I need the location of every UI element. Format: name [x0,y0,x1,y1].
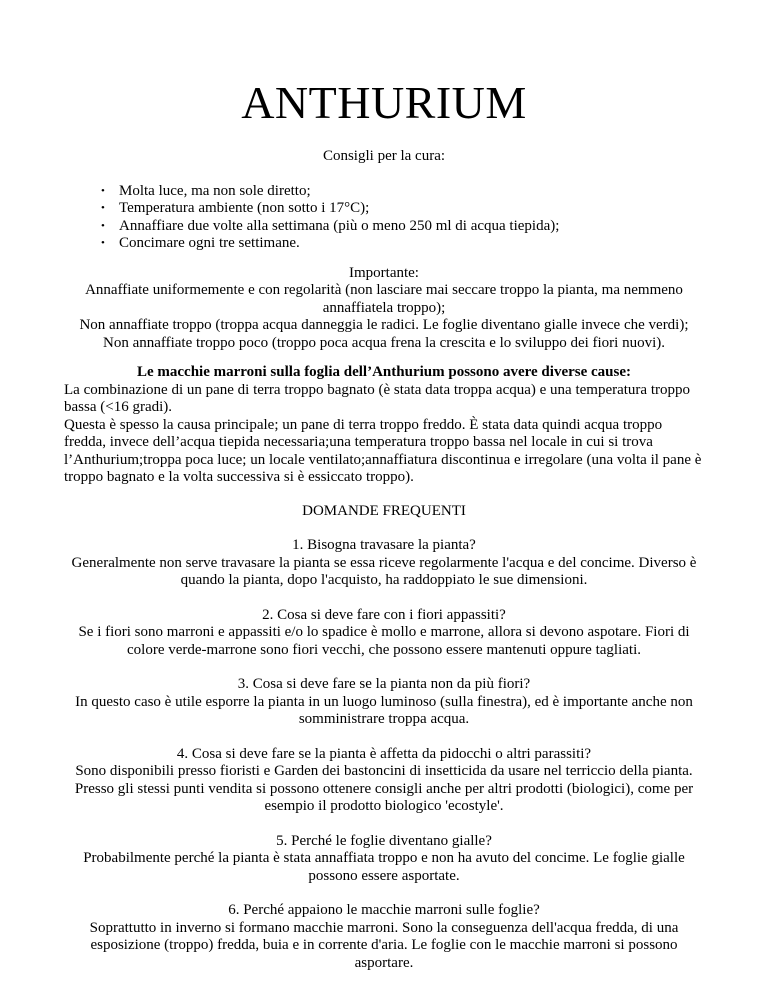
care-tips-list [0,183,768,253]
faq-heading: DOMANDE FREQUENTI [302,502,466,519]
faq-answer: Generalmente non serve travasare la pianta se essa riceve regolarmente l'acqua e del concime. Diverso è quando la pianta, dopo l'acquisto, ha raddoppiato le sue dimensioni. [71,554,697,588]
faq-question: 3. Cosa si deve fare se la pianta non da più fiori? [237,676,531,692]
bullet-icon: • [101,237,105,249]
faq-answer: In questo caso è utile esporre la pianta in un luogo luminoso (sulla finestra), ed è importante anche non somministrare troppa acqua. [75,693,693,727]
faq-question: 1. Bisogna travasare la pianta? [292,537,476,553]
faq-question: 4. Cosa si deve fare se la pianta è affetta da pidocchi o altri parassiti? [176,745,592,762]
faq-question: 2. Cosa si deve fare con i fiori appassiti? [262,606,506,623]
bullet-icon: • [101,184,105,197]
important-line: Annaffiate uniformemente e con regolarità (non lasciare mai seccare troppo la pianta, ma nemmeno annaffiatela troppo); [85,282,683,316]
faq-answer: Sono disponibili presso fioristi e Garden dei bastoncini di insetticida da usare nel terriccio della pianta. Presso gli stessi punti vendita si possono ottenere consigli anche per altri prodotti (biologici), come per esempio il prodotto biologico 'ecostyle'. [74,763,694,814]
faq-item [64,833,704,886]
faq-item [64,902,704,972]
faq-question: 5. Perché le foglie diventano gialle? [276,832,492,849]
faq-item [64,676,704,729]
list-item: • Temperatura ambiente (non sotto i 17°C); [101,200,370,216]
important-section [64,265,704,353]
list-item: • Molta luce, ma non sole diretto; [101,182,311,199]
causes-section [0,364,768,487]
faq-item [64,746,704,816]
causes-paragraph: Questa è spesso la causa principale; un pane di terra troppo freddo. È stata data quindi acqua troppo fredda, invece dell’acqua tiepida necessaria;una temperatura troppo bassa nel locale in cui si trova l’Anthurium;troppa poca luce; un locale ventilato;annaffiatura discontinua e irregolare (una volta il pane è troppo bagnato e la volta successiva si è essiccato troppo). [64,416,702,485]
faq-answer: Probabilmente perché la pianta è stata annaffiata troppo e non ha avuto del concime. Le foglie gialle possono essere asportate. [83,850,685,884]
important-heading: Importante: [349,264,419,281]
faq-question: 6. Perché appaiono le macchie marroni sulle foglie? [228,902,540,918]
faq-answer: Se i fiori sono marroni e appassiti e/o lo spadice è mollo e marrone, allora si devono aspotare. Fiori di colore verde-marrone sono fiori vecchi, che possono essere mantenuti oppure tagliati. [78,624,690,658]
care-subtitle: Consigli per la cura: [322,148,446,164]
causes-heading: Le macchie marroni sulla foglia dell’Anthurium possono avere diverse cause: [136,364,631,380]
bullet-icon: • [101,219,105,232]
list-item: • Annaffiare due volte alla settimana (più o meno 250 ml di acqua tiepida); [101,217,560,234]
faq-item [64,537,704,590]
faq-item [64,607,704,660]
list-item: • Concimare ogni tre settimane. [101,235,300,251]
page-title: ANTHURIUM [241,77,527,128]
bullet-icon: • [101,202,105,214]
faq-answer: Soprattutto in inverno si formano macchie marroni. Sono la conseguenza dell'acqua fredda, di una esposizione (troppo) fredda, buia e in corrente d'aria. Le foglie con le macchie marroni si possono asportare. [89,919,679,971]
important-line: Non annaffiate troppo (troppa acqua danneggia le radici. Le foglie diventano gialle invece che verdi); [79,317,689,333]
causes-paragraph: La combinazione di un pane di terra troppo bagnato (è stata data troppa acqua) e una temperatura troppo bassa (<16 gradi). [64,381,690,415]
important-line: Non annaffiate troppo poco (troppo poca acqua frena la crescita e lo sviluppo dei fiori nuovi). [102,334,666,351]
